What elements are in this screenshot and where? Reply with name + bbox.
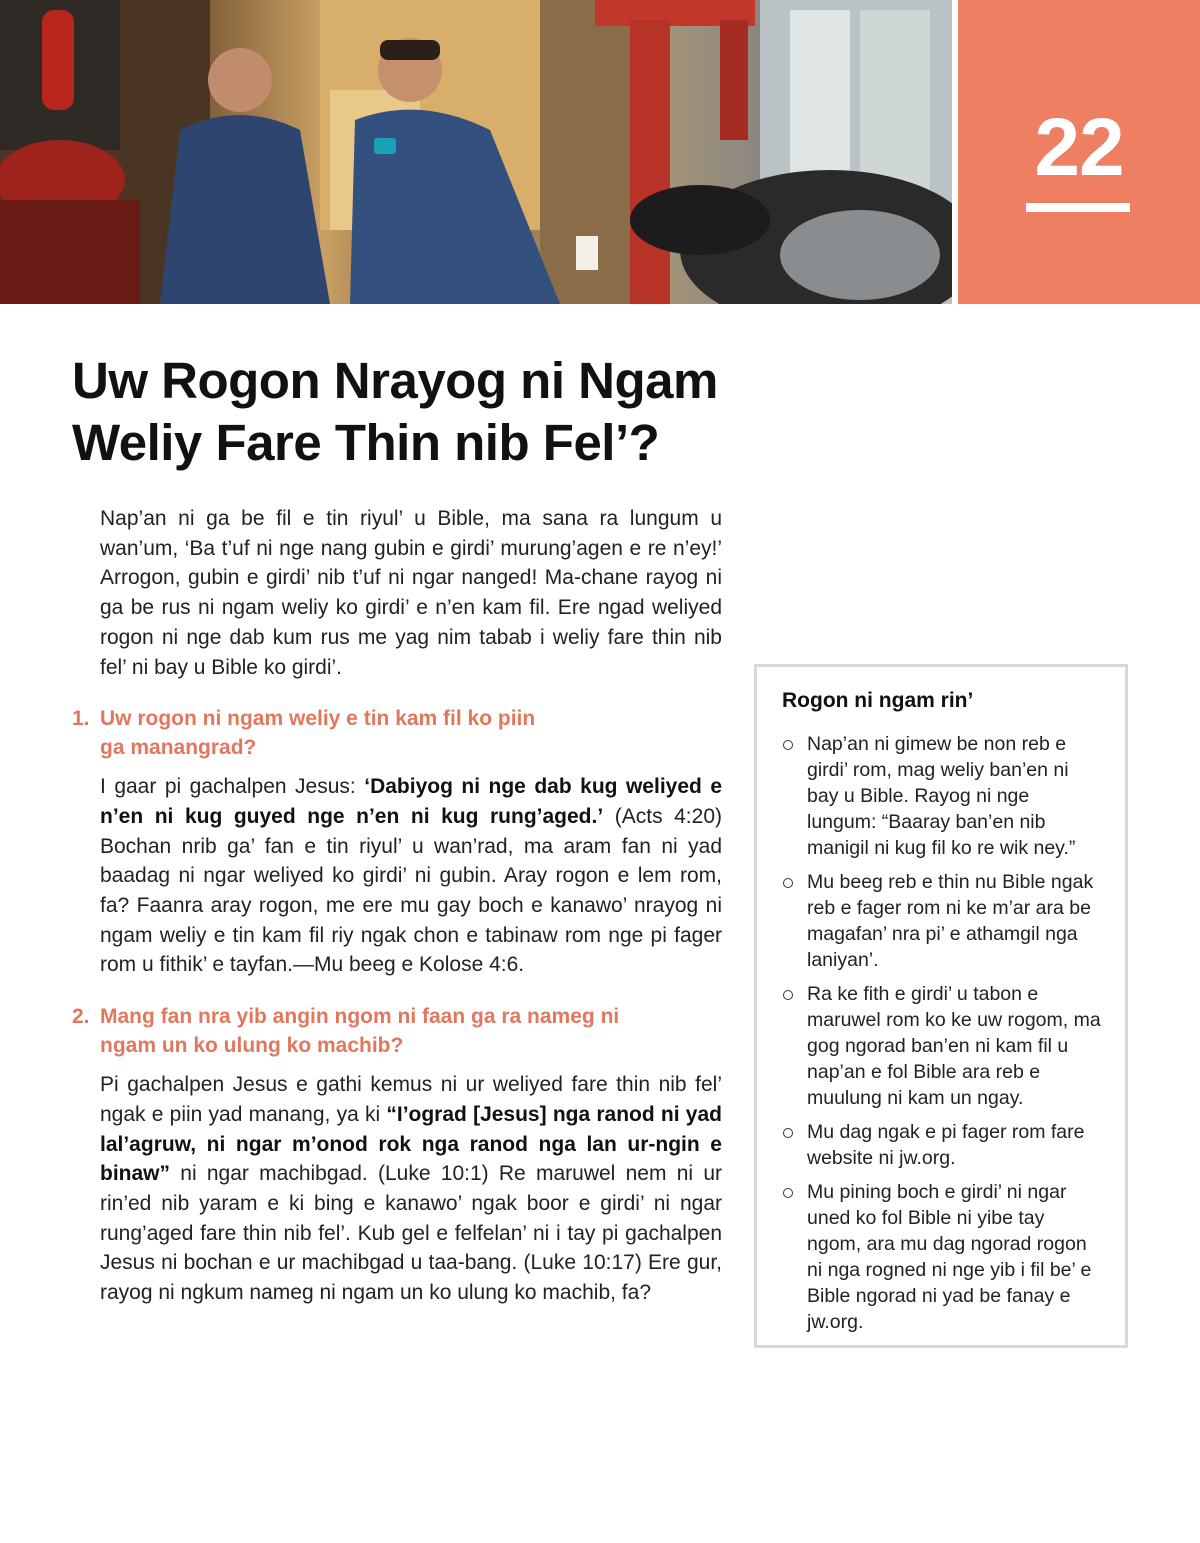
tips-sidebar [754,664,1128,1348]
tip-text: Mu beeg reb e thin nu Bible ngak reb e fager rom ni ke m’ar ara be magafan’ nra pi’ e athamgil nga laniyan’. [807,871,1094,971]
section-2-question-line-1: Mang fan nra yib angin ngom ni faan ga ra nameg ni [100,1005,620,1029]
section-2-question-line-2: ngam un ko ulung ko machib? [100,1034,404,1058]
section-2-number: 2. [72,1005,90,1029]
section-1-body-pre: I gaar pi gachalpen Jesus: [100,775,365,799]
lesson-title-line-2: Weliy Fare Thin nib Fel’? [72,414,660,471]
section-2 [72,1002,722,1308]
section-2-quote: “I’ograd [Jesus] nga ranod ni yad lal’agruw, ni ngar m’onod rok nga ranod nga lan ur-ngin e binaw” [100,1102,722,1186]
tip-text: Nap’an ni gimew be non reb e girdi’ rom, mag weliy ban’en ni bay u Bible. Rayog ni nge lungum: “Baaray ban’en nib manigil ni kug fil ko re wik ney.” [807,733,1076,859]
bullet-circle-icon [783,740,793,750]
tip-item [782,1179,1103,1335]
lesson-title [72,350,772,474]
section-1 [72,704,722,980]
tip-text: Mu dag ngak e pi fager rom fare website ni jw.org. [807,1121,1085,1169]
section-2-body-pre: Pi gachalpen Jesus e gathi kemus ni ur weliyed fare thin nib fel’ ngak e piin yad manang, ya ki [100,1073,722,1126]
bullet-circle-icon [783,878,793,888]
section-2-question-text [100,1002,640,1060]
chapter-number: 22 [1034,102,1124,193]
tips-sidebar-title: Rogon ni ngam rin’ [782,689,974,712]
section-1-number: 1. [72,707,90,731]
section-1-question-line-1: Uw rogon ni ngam weliy e tin kam fil ko piin [100,707,536,731]
tips-list [782,731,1103,1335]
tip-item [782,731,1103,861]
chapter-number-badge [958,0,1200,304]
tip-text: Ra ke fith e girdi’ u tabon e maruwel rom ko ke uw rogom, ma gog ngorad ban’en ni kam fil u nap’an e fol Bible ara reb e muulung ni kam un ngay. [807,983,1101,1109]
banner-photo [0,0,952,304]
bullet-circle-icon [783,1128,793,1138]
section-1-body-post: (Acts 4:20) Bochan nrib ga’ fan e tin riyul’ u wan’rad, ma aram fan ni yad baadag ni ngar weliyed ko girdi’ ni gubin. Aray rogon e lem rom, fa? Faanra aray rogon, me ere mu gay boch e kanawo’ nrayog ni ngam weliy e tin kam fil riy ngak chon e tabinaw rom nge pi fager rom u fithik’ e tayfan.—Mu beeg e Kolose 4:6. [100,804,722,977]
tip-item [782,1119,1103,1171]
intro-paragraph: Nap’an ni ga be fil e tin riyul’ u Bible, ma sana ra lungum u wan’um, ‘Ba t’uf ni nge nang gubin e girdi’ murung’agen e re n’ey!’ Arrogon, gubin e girdi’ nib t’uf ni ngar nanged! Ma-chane rayog ni ga be rus ni ngam weliy ko girdi’ e n’en kam fil. Ere ngad weliyed rogon ni nge dab kum rus me yag nim tabab i weliy fare thin nib fel’ ni bay u Bible ko girdi’. [100,507,722,679]
section-2-body [100,1070,722,1308]
lesson-title-line-1: Uw Rogon Nrayog ni Ngam [72,352,718,409]
section-1-body [100,772,722,980]
bullet-circle-icon [783,1188,793,1198]
tip-text: Mu pining boch e girdi’ ni ngar uned ko fol Bible ni yibe tay ngom, ara mu dag ngorad rogon ni nga rogned ni nge yib i fil be’ e Bible ngorad ni yad be fanay e jw.org. [807,1181,1092,1333]
section-1-question-line-2: ga manangrad? [100,736,257,760]
section-2-question [72,1002,722,1060]
workshop-photo-illustration [0,0,952,304]
chapter-number-underline [1026,203,1130,212]
section-1-question-text [100,704,640,762]
bullet-circle-icon [783,990,793,1000]
main-column [72,504,722,1308]
section-1-question [72,704,722,762]
tip-item [782,981,1103,1111]
tip-item [782,869,1103,973]
chapter-banner [0,0,1200,304]
section-1-quote: ‘Dabiyog ni nge dab kug weliyed e n’en ni kug guyed nge n’en ni kug rung’aged.’ [100,775,722,828]
section-2-body-post: ni ngar machibgad. (Luke 10:1) Re maruwel nem ni ur rin’ed nib yaram e ki bing e kanawo’ ngak boor e girdi’ ni ngar rung’aged fare thin nib fel’. Kub gel e felfelan’ ni i tay pi gachalpen Jesus ni bochan e ur machibgad u taa-bang. (Luke 10:17) Ere gur, rayog ni ngkum nameg ni ngam un ko ulung ko machib, fa? [100,1162,722,1305]
